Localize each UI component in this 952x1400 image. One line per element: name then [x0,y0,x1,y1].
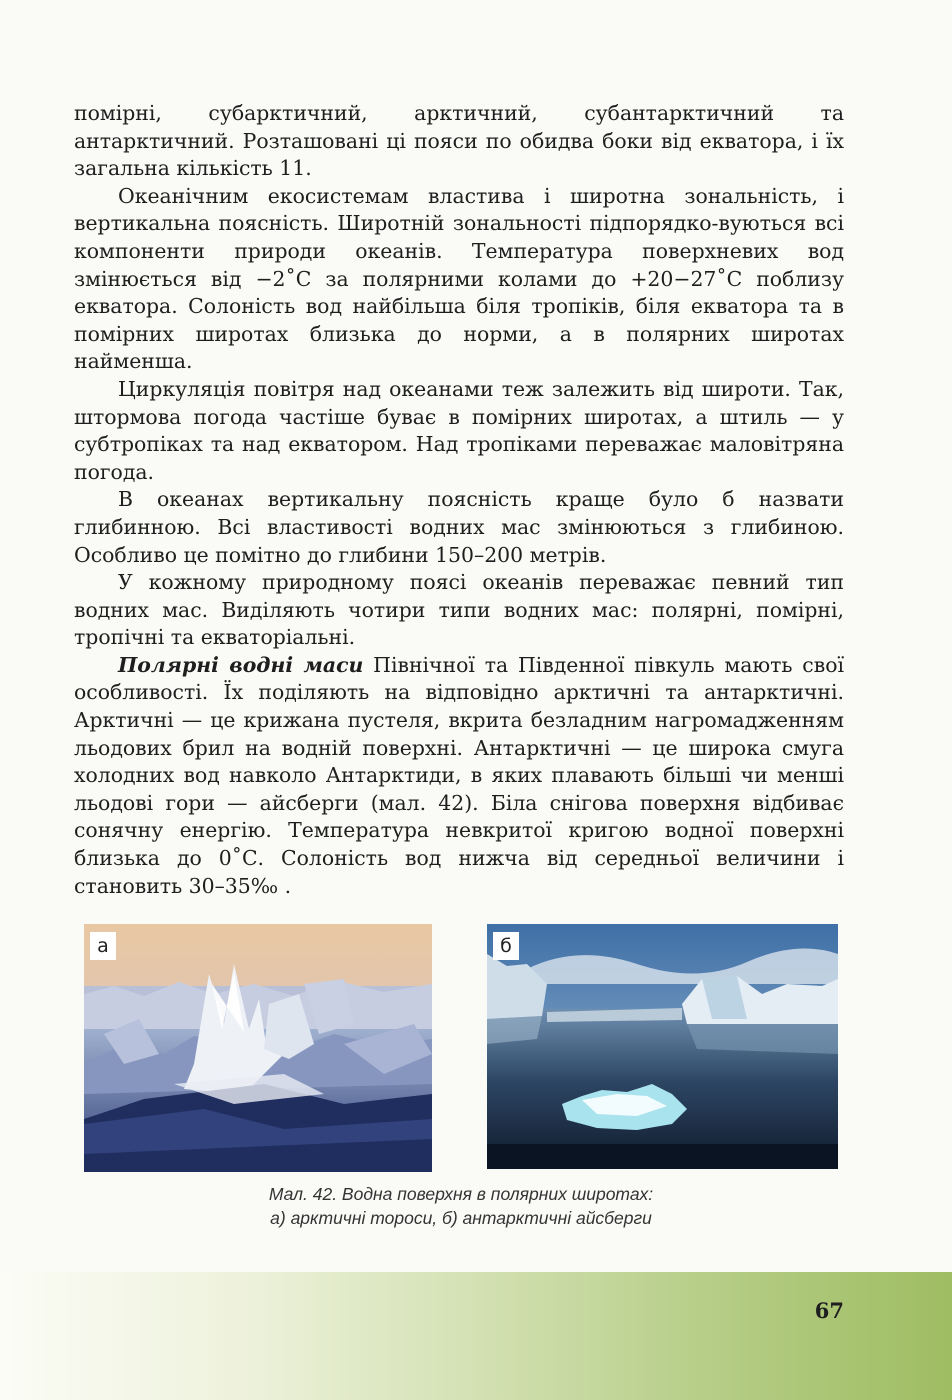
paragraph-2: Океанічним екосистемам властива і широтна зональність, і вертикальна поясність. Широтній зональності підпорядко-вуються всі компоненти природи океанів. Температура поверхневих вод змінюється від −2˚С за полярними колами до +20−27˚С поблизу екватора. Солоність вод найбільша біля тропіків, біля екватора та в помірних широтах близька до норми, а в полярних широтах найменша. [74,183,844,374]
caption-line-2: а) арктичні тороси, б) антарктичні айсберги [270,1208,652,1228]
paragraph-3: Циркуляція повітря над океанами теж залежить від широти. Так, штормова погода частіше буває в помірних широтах, а штиль — у субтропіках та над екватором. Над тропіками переважає маловітряна погода. [74,376,844,484]
page-number: 67 [814,1298,844,1323]
polar-term: Полярні водні маси [118,652,364,677]
arctic-ice-image [84,924,432,1172]
polar-text: Північної та Південної півкуль мають свої особливості. Їх поділяють на відповідно арктичні та антарктичні. Арктичні — це крижана пустеля, вкрита безладним нагромадженням льодових брил на водній поверхні. Антарктичні — це широка смуга холодних вод навколо Антарктиди, в яких плавають більші чи менші льодові гори — айсберги (мал. 42). Біла снігова поверхня відбиває сонячну енергію. Температура невкритої кригою водної поверхні близька до 0˚С. Солоність вод нижча від середньої величини і становить 30–35‰ . [74,652,844,898]
paragraph-5: У кожному природному поясі океанів переважає певний тип водних мас. Виділяють чотири типи водних мас: полярні, помірні, тропічні та екваторіальні. [74,570,844,650]
paragraph-1: помірні, субарктичний, арктичний, субантарктичний та антарктичний. Розташовані ці пояси по обидва боки від екватора, і їх загальна кількість 11. [74,101,844,181]
body-text [74,100,844,900]
photo-antarctic-icebergs [487,924,838,1169]
caption-line-1: Мал. 42. Водна поверхня в полярних широтах: [268,1184,654,1204]
photo-label-b: б [493,932,519,960]
footer-band [0,1272,952,1400]
paragraph-4: В океанах вертикальну поясність краще було б назвати глибинною. Всі властивості водних мас змінюються з глибиною. Особливо це помітно до глибини 150–200 метрів. [74,487,844,567]
figure-caption [84,1182,838,1230]
antarctic-icebergs-image [487,924,838,1169]
photo-arctic-hummocks [84,924,432,1172]
paragraph-polar [74,652,844,900]
photo-label-a: а [90,932,116,960]
